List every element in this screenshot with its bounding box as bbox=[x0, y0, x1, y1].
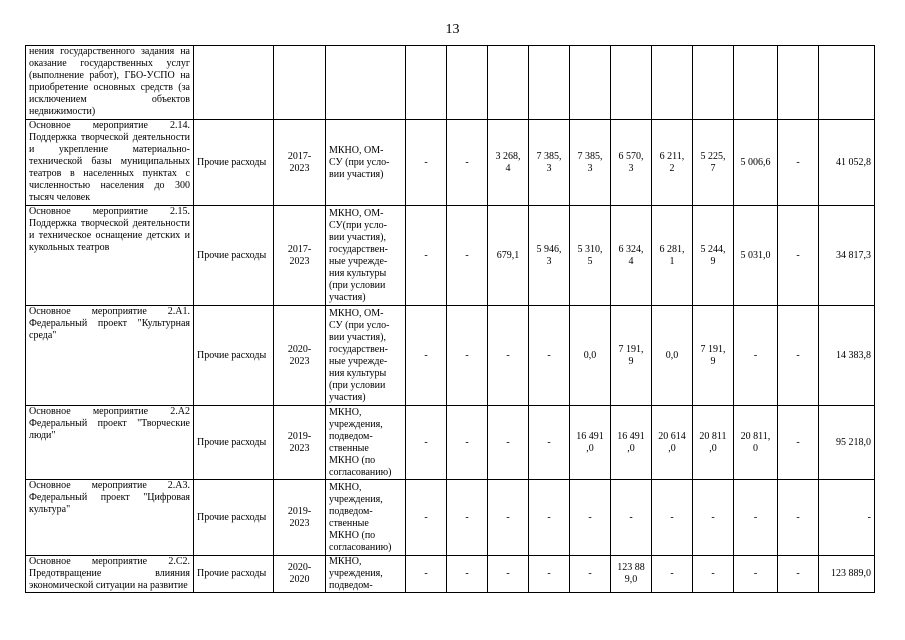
year-value-cell: - bbox=[778, 406, 819, 480]
year-value-cell: 6 570, 3 bbox=[611, 120, 652, 206]
year-value-cell bbox=[734, 46, 778, 120]
year-value-cell: 5 310, 5 bbox=[570, 206, 611, 306]
year-value-cell: - bbox=[778, 480, 819, 556]
table-row bbox=[26, 480, 875, 556]
year-value-cell: 123 88 9,0 bbox=[611, 556, 652, 593]
period-cell: 2019- 2023 bbox=[274, 480, 326, 556]
year-value-cell: - bbox=[652, 556, 693, 593]
year-value-cell: - bbox=[406, 556, 447, 593]
year-value-cell: 7 191, 9 bbox=[611, 306, 652, 406]
year-value-cell: - bbox=[570, 480, 611, 556]
expense-type-cell: Прочие расходы bbox=[194, 556, 274, 593]
year-value-cell: 16 491 ,0 bbox=[611, 406, 652, 480]
year-value-cell: 16 491 ,0 bbox=[570, 406, 611, 480]
year-value-cell: 5 225, 7 bbox=[693, 120, 734, 206]
year-value-cell: - bbox=[529, 480, 570, 556]
period-cell bbox=[274, 46, 326, 120]
expense-type-cell: Прочие расходы bbox=[194, 206, 274, 306]
year-value-cell: - bbox=[406, 206, 447, 306]
year-value-cell: - bbox=[611, 480, 652, 556]
year-value-cell: - bbox=[778, 306, 819, 406]
year-value-cell bbox=[488, 46, 529, 120]
year-value-cell: - bbox=[652, 480, 693, 556]
measure-name-cell: Основное мероприятие 2.С2. Предотвращение влияния экономической ситуации на развитие bbox=[26, 556, 194, 593]
year-value-cell: 5 946, 3 bbox=[529, 206, 570, 306]
year-value-cell: 5 244, 9 bbox=[693, 206, 734, 306]
year-value-cell: - bbox=[447, 120, 488, 206]
year-value-cell: - bbox=[406, 120, 447, 206]
year-value-cell bbox=[693, 46, 734, 120]
year-value-cell: - bbox=[693, 480, 734, 556]
executor-cell: МКНО, ОМ- СУ (при усло- вии участия), государствен- ные учрежде- ния культуры (при условии участия) bbox=[326, 306, 406, 406]
year-value-cell: 679,1 bbox=[488, 206, 529, 306]
expense-type-cell: Прочие расходы bbox=[194, 306, 274, 406]
period-cell: 2020- 2020 bbox=[274, 556, 326, 593]
expense-type-cell: Прочие расходы bbox=[194, 480, 274, 556]
table-row bbox=[26, 46, 875, 120]
year-value-cell: - bbox=[734, 480, 778, 556]
executor-cell: МКНО, учреждения, подведом- ственные МКНО (по согласованию) bbox=[326, 480, 406, 556]
period-cell: 2017- 2023 bbox=[274, 120, 326, 206]
total-cell: 34 817,3 bbox=[819, 206, 875, 306]
measure-name-cell: Основное мероприятие 2.А3. Федеральный проект "Цифровая культура" bbox=[26, 480, 194, 556]
measure-name-cell: Основное мероприятие 2.А1. Федеральный проект "Культурная среда" bbox=[26, 306, 194, 406]
year-value-cell: - bbox=[406, 480, 447, 556]
table-row bbox=[26, 406, 875, 480]
year-value-cell: - bbox=[406, 306, 447, 406]
year-value-cell bbox=[570, 46, 611, 120]
year-value-cell: - bbox=[734, 306, 778, 406]
period-cell: 2019- 2023 bbox=[274, 406, 326, 480]
year-value-cell: 6 211, 2 bbox=[652, 120, 693, 206]
measure-name-cell: Основное мероприятие 2.14. Поддержка творческой деятельности и укрепление материально-технической базы муниципальных театров в населенных пунктах с численностью населения до 300 тысяч человек bbox=[26, 120, 194, 206]
year-value-cell: 20 811, 0 bbox=[734, 406, 778, 480]
year-value-cell: - bbox=[447, 480, 488, 556]
year-value-cell: - bbox=[570, 556, 611, 593]
total-cell: - bbox=[819, 480, 875, 556]
year-value-cell: - bbox=[693, 556, 734, 593]
total-cell: 41 052,8 bbox=[819, 120, 875, 206]
total-cell: 14 383,8 bbox=[819, 306, 875, 406]
year-value-cell bbox=[778, 46, 819, 120]
year-value-cell: - bbox=[447, 556, 488, 593]
year-value-cell bbox=[529, 46, 570, 120]
table-row bbox=[26, 306, 875, 406]
year-value-cell: - bbox=[529, 556, 570, 593]
year-value-cell: 7 191, 9 bbox=[693, 306, 734, 406]
executor-cell: МКНО, учреждения, подведом- bbox=[326, 556, 406, 593]
table-row bbox=[26, 120, 875, 206]
measure-name-cell: Основное мероприятие 2.А2 Федеральный проект "Творческие люди" bbox=[26, 406, 194, 480]
year-value-cell bbox=[406, 46, 447, 120]
year-value-cell: 5 006,6 bbox=[734, 120, 778, 206]
expense-type-cell: Прочие расходы bbox=[194, 406, 274, 480]
expense-type-cell bbox=[194, 46, 274, 120]
year-value-cell: 0,0 bbox=[570, 306, 611, 406]
year-value-cell: - bbox=[529, 406, 570, 480]
executor-cell: МКНО, учреждения, подведом- ственные МКНО (по согласованию) bbox=[326, 406, 406, 480]
total-cell bbox=[819, 46, 875, 120]
year-value-cell: 20 811 ,0 bbox=[693, 406, 734, 480]
year-value-cell bbox=[447, 46, 488, 120]
period-cell: 2020- 2023 bbox=[274, 306, 326, 406]
table-row bbox=[26, 556, 875, 593]
total-cell: 123 889,0 bbox=[819, 556, 875, 593]
year-value-cell: - bbox=[488, 406, 529, 480]
year-value-cell: - bbox=[778, 206, 819, 306]
year-value-cell: - bbox=[447, 206, 488, 306]
measure-name-cell: нения государственного задания на оказание государственных услуг (выполнение работ), ГБО-УСПО на приобретение основных средств (за исключением объектов недвижимости) bbox=[26, 46, 194, 120]
year-value-cell: 0,0 bbox=[652, 306, 693, 406]
year-value-cell: 6 324, 4 bbox=[611, 206, 652, 306]
year-value-cell: 5 031,0 bbox=[734, 206, 778, 306]
measure-name-cell: Основное мероприятие 2.15. Поддержка творческой деятельности и техническое оснащение детских и кукольных театров bbox=[26, 206, 194, 306]
year-value-cell: - bbox=[406, 406, 447, 480]
year-value-cell: 7 385, 3 bbox=[529, 120, 570, 206]
executor-cell: МКНО, ОМ- СУ (при усло- вии участия) bbox=[326, 120, 406, 206]
executor-cell: МКНО, ОМ- СУ(при усло- вии участия), государствен- ные учрежде- ния культуры (при условии участия) bbox=[326, 206, 406, 306]
page-number: 13 bbox=[445, 22, 460, 37]
table-row bbox=[26, 206, 875, 306]
year-value-cell bbox=[652, 46, 693, 120]
year-value-cell: - bbox=[447, 306, 488, 406]
year-value-cell: 6 281, 1 bbox=[652, 206, 693, 306]
year-value-cell: - bbox=[778, 556, 819, 593]
period-cell: 2017- 2023 bbox=[274, 206, 326, 306]
year-value-cell: - bbox=[529, 306, 570, 406]
program-table bbox=[25, 45, 875, 593]
year-value-cell: - bbox=[488, 556, 529, 593]
year-value-cell: 7 385, 3 bbox=[570, 120, 611, 206]
year-value-cell: - bbox=[488, 480, 529, 556]
year-value-cell bbox=[611, 46, 652, 120]
year-value-cell: - bbox=[778, 120, 819, 206]
total-cell: 95 218,0 bbox=[819, 406, 875, 480]
year-value-cell: 3 268, 4 bbox=[488, 120, 529, 206]
year-value-cell: - bbox=[447, 406, 488, 480]
year-value-cell: 20 614 ,0 bbox=[652, 406, 693, 480]
expense-type-cell: Прочие расходы bbox=[194, 120, 274, 206]
year-value-cell: - bbox=[734, 556, 778, 593]
year-value-cell: - bbox=[488, 306, 529, 406]
executor-cell bbox=[326, 46, 406, 120]
